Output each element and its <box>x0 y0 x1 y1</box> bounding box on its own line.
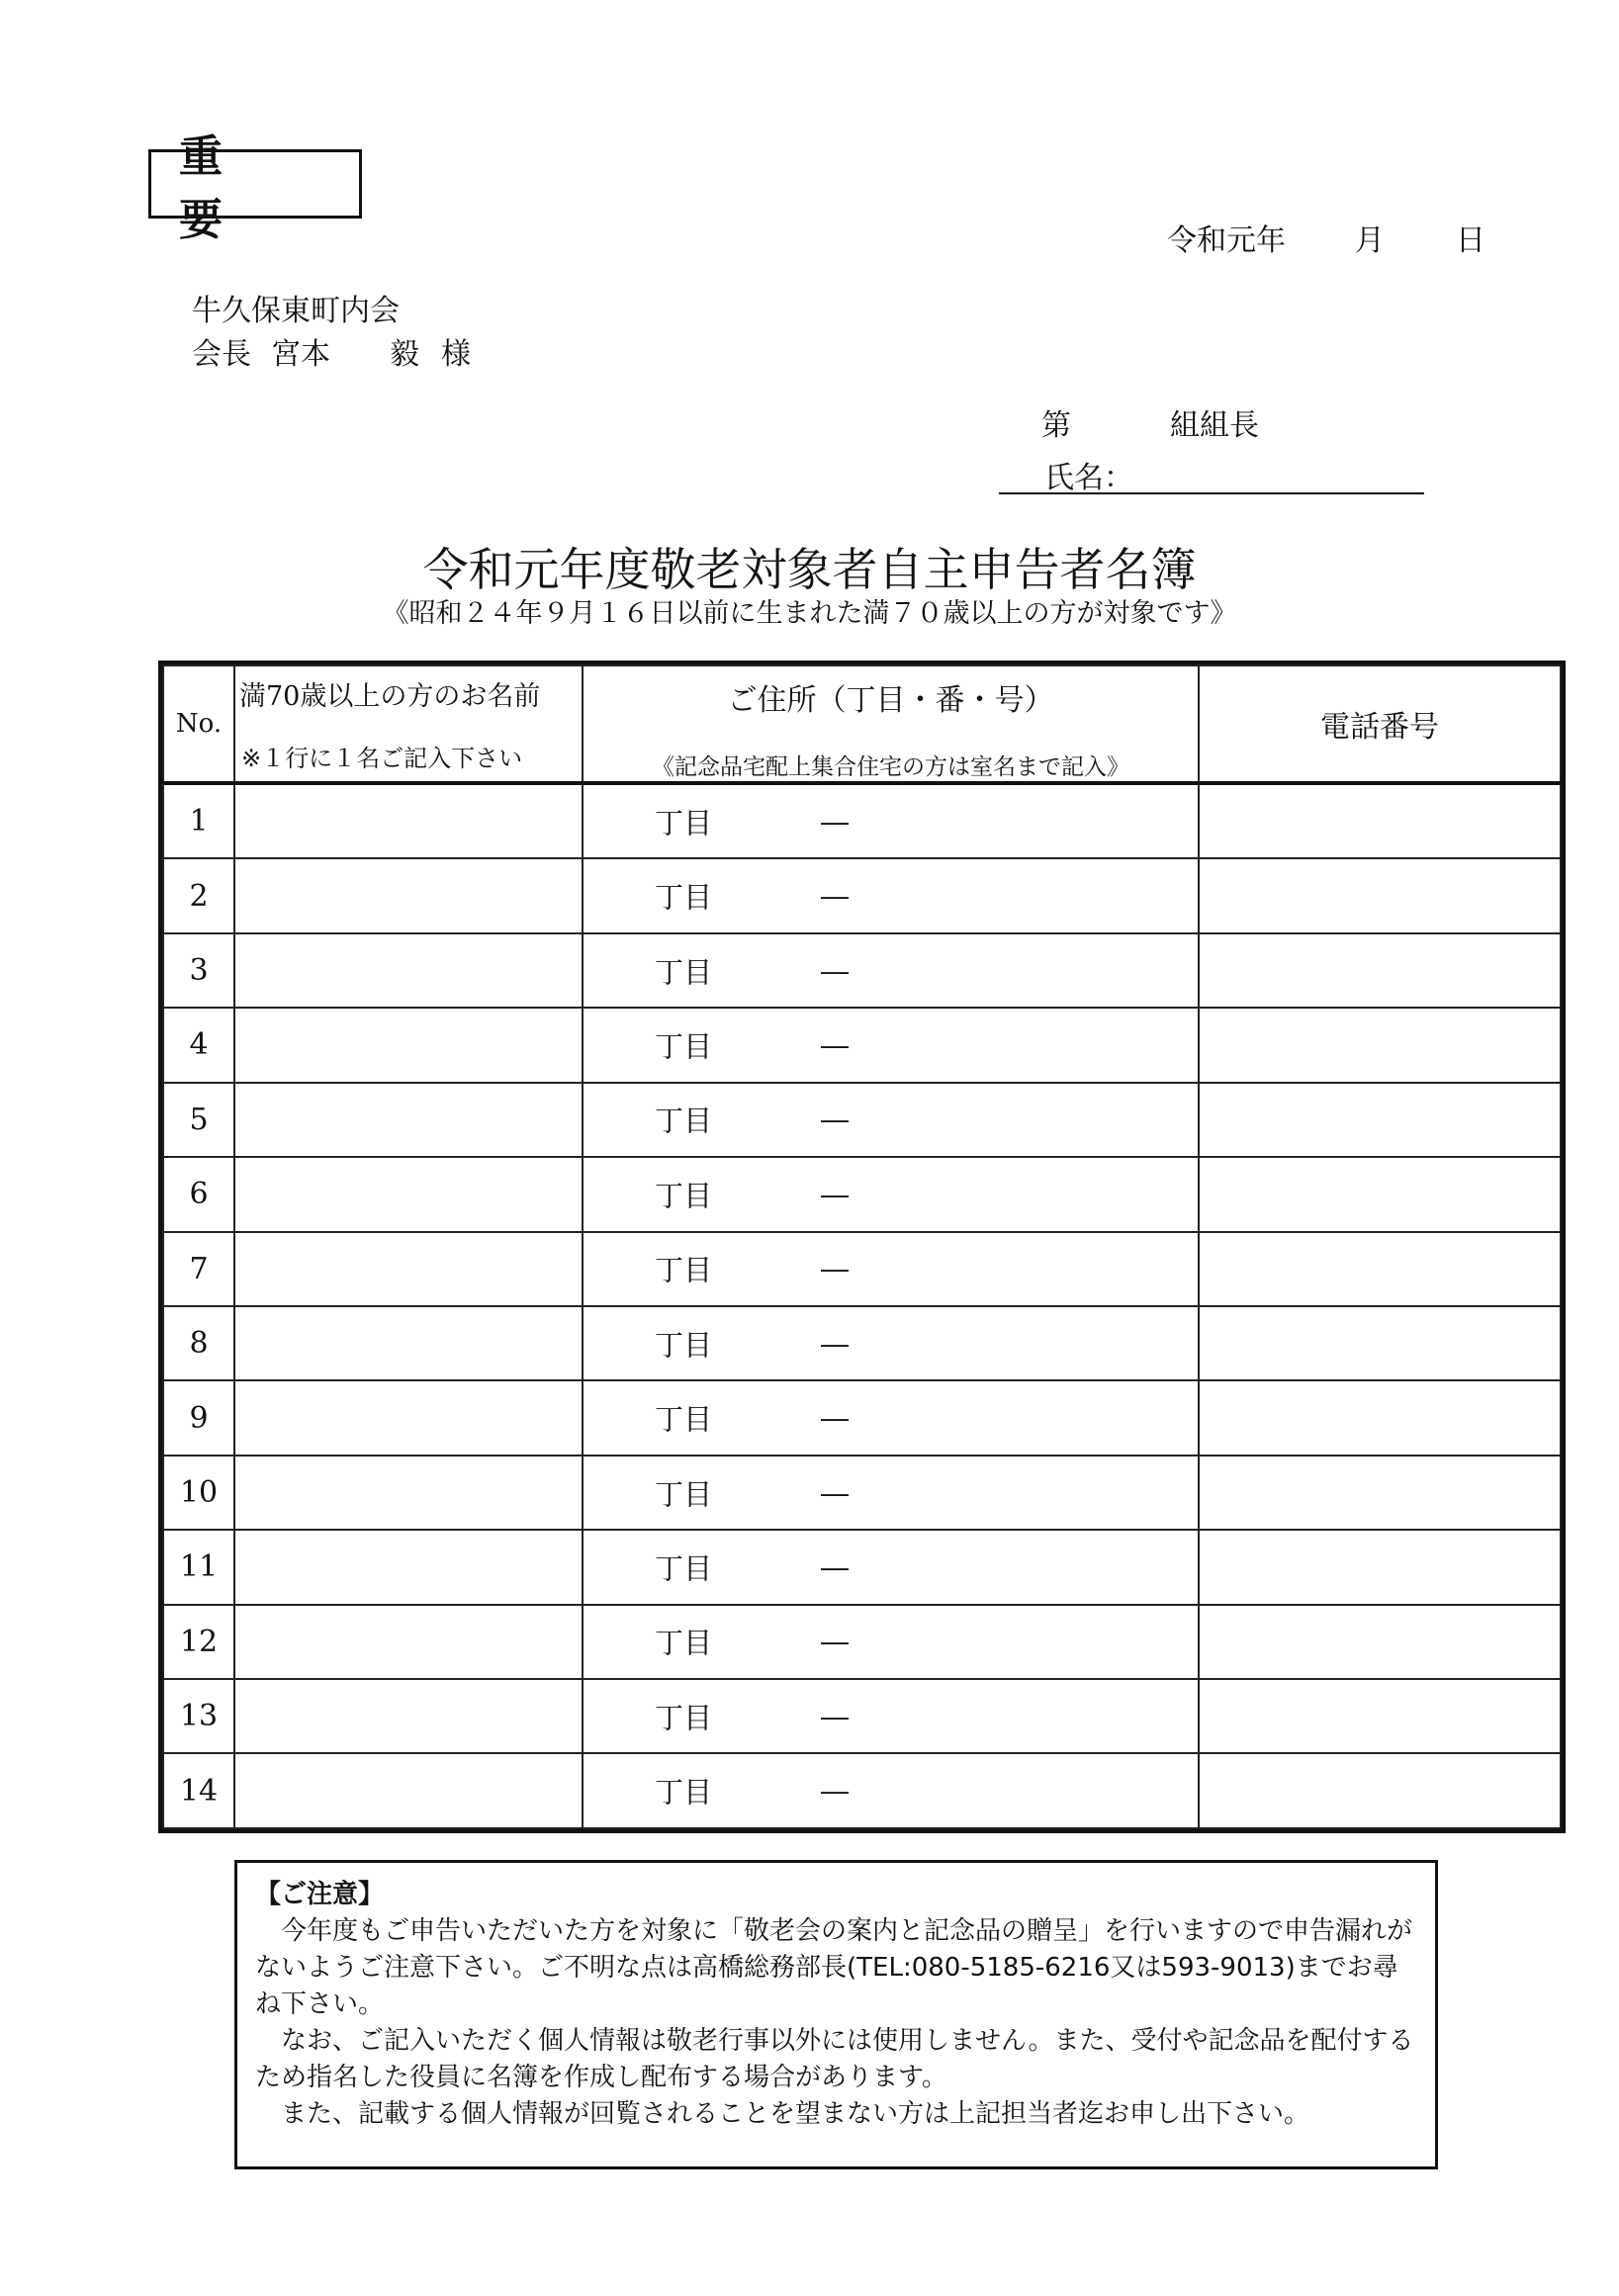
header-no: No. <box>163 665 234 783</box>
chome-label: 丁目 <box>655 806 713 840</box>
chome-label: 丁目 <box>655 1402 713 1437</box>
table-row <box>163 1232 1561 1306</box>
addressee-honorific: 様 <box>441 337 471 372</box>
address-cell[interactable] <box>583 783 1199 858</box>
address-dash: ― <box>821 1550 849 1584</box>
address-cell[interactable] <box>583 1232 1199 1306</box>
address-cell[interactable] <box>583 1679 1199 1753</box>
address-cell[interactable] <box>583 1083 1199 1157</box>
chome-label: 丁目 <box>655 1179 713 1213</box>
chome-label: 丁目 <box>655 1701 713 1735</box>
phone-cell[interactable] <box>1199 1605 1561 1679</box>
address-dash: ― <box>821 1028 849 1062</box>
row-number: 10 <box>163 1456 234 1530</box>
row-number: 4 <box>163 1008 234 1082</box>
table-row <box>163 1679 1561 1753</box>
addressee-family-name: 宮本 <box>271 337 330 372</box>
name-cell[interactable] <box>234 783 583 858</box>
name-cell[interactable] <box>234 1753 583 1828</box>
page-title: 令和元年度敬老対象者自主申告者名簿 <box>422 543 1197 596</box>
table-row <box>163 1157 1561 1231</box>
chome-label: 丁目 <box>655 955 713 990</box>
table-row <box>163 858 1561 932</box>
address-cell[interactable] <box>583 1008 1199 1082</box>
address-dash: ― <box>821 1625 849 1658</box>
date-month: 月 <box>1355 223 1385 258</box>
header-address-title: ご住所（丁目・番・号） <box>727 682 1054 718</box>
table-row <box>163 1530 1561 1604</box>
phone-cell[interactable] <box>1199 1530 1561 1604</box>
address-cell[interactable] <box>583 1306 1199 1380</box>
row-number: 9 <box>163 1380 234 1455</box>
chome-label: 丁目 <box>655 880 713 915</box>
phone-cell[interactable] <box>1199 1456 1561 1530</box>
addressee <box>192 290 471 377</box>
name-cell[interactable] <box>234 1232 583 1306</box>
row-number: 12 <box>163 1605 234 1679</box>
address-cell[interactable] <box>583 1380 1199 1455</box>
row-number: 2 <box>163 858 234 932</box>
header-phone: 電話番号 <box>1199 665 1561 783</box>
phone-cell[interactable] <box>1199 1008 1561 1082</box>
address-dash: ― <box>821 1178 849 1211</box>
address-dash: ― <box>821 805 849 839</box>
header-name <box>234 665 583 783</box>
table-header-row <box>163 665 1561 783</box>
address-dash: ― <box>821 1103 849 1136</box>
name-cell[interactable] <box>234 1679 583 1753</box>
table-row <box>163 1083 1561 1157</box>
chome-label: 丁目 <box>655 1551 713 1586</box>
name-cell[interactable] <box>234 1157 583 1231</box>
chome-label: 丁目 <box>655 1253 713 1287</box>
group-prefix: 第 <box>1041 408 1071 443</box>
leader-name-label: 氏名： <box>1044 461 1133 495</box>
notice-paragraph-1: 今年度もご申告いただいた方を対象に「敬老会の案内と記念品の贈呈」を行いますので申告漏れがないようご注意下さい。ご不明な点は高橋総務部長(TEL:080-5185-6216又は593-9013)までお尋ね下さい。 <box>255 1916 1413 2019</box>
important-label: 重 要 <box>148 149 362 219</box>
row-number: 7 <box>163 1232 234 1306</box>
phone-cell[interactable] <box>1199 1679 1561 1753</box>
date-day: 日 <box>1456 223 1485 258</box>
name-cell[interactable] <box>234 1456 583 1530</box>
table-row <box>163 1008 1561 1082</box>
chome-label: 丁目 <box>655 1029 713 1064</box>
row-number: 6 <box>163 1157 234 1231</box>
address-dash: ― <box>821 1401 849 1435</box>
notice-box <box>234 1860 1438 2169</box>
address-dash: ― <box>821 954 849 988</box>
notice-paragraph-3: また、記載する個人情報が回覧されることを望まない方は上記担当者迄お申し出下さい。 <box>255 2099 1310 2129</box>
chome-label: 丁目 <box>655 1328 713 1363</box>
name-cell[interactable] <box>234 1008 583 1082</box>
name-cell[interactable] <box>234 1380 583 1455</box>
address-cell[interactable] <box>583 1157 1199 1231</box>
row-number: 14 <box>163 1753 234 1828</box>
table-row <box>163 1306 1561 1380</box>
date-line <box>1167 216 1485 259</box>
notice-paragraph-2: なお、ご記入いただく個人情報は敬老行事以外には使用しません。また、受付や記念品を配付するため指名した役員に名簿を作成し配布する場合があります。 <box>255 2026 1414 2092</box>
notice-heading: 【ご注意】 <box>255 1880 385 1909</box>
name-cell[interactable] <box>234 1605 583 1679</box>
group-suffix: 組組長 <box>1170 408 1259 443</box>
page-subtitle: 《昭和２４年９月１６日以前に生まれた満７０歳以上の方が対象です》 <box>382 598 1237 629</box>
table-row <box>163 1456 1561 1530</box>
phone-cell[interactable] <box>1199 1753 1561 1828</box>
address-cell[interactable] <box>583 1605 1199 1679</box>
registry-table <box>158 661 1566 1833</box>
header-name-title: 満70歳以上の方のお名前 <box>239 681 541 712</box>
phone-cell[interactable] <box>1199 1232 1561 1306</box>
address-cell[interactable] <box>583 1753 1199 1828</box>
phone-cell[interactable] <box>1199 1380 1561 1455</box>
row-number: 13 <box>163 1679 234 1753</box>
row-number: 1 <box>163 783 234 858</box>
phone-cell[interactable] <box>1199 858 1561 932</box>
chome-label: 丁目 <box>655 1775 713 1810</box>
phone-cell[interactable] <box>1199 1306 1561 1380</box>
address-dash: ― <box>821 1252 849 1285</box>
row-number: 5 <box>163 1083 234 1157</box>
phone-cell[interactable] <box>1199 1157 1561 1231</box>
address-dash: ― <box>821 1700 849 1733</box>
table-row <box>163 1605 1561 1679</box>
address-dash: ― <box>821 1327 849 1361</box>
address-dash: ― <box>821 1476 849 1509</box>
phone-cell[interactable] <box>1199 933 1561 1008</box>
leader-name-field[interactable] <box>999 453 1424 494</box>
address-cell[interactable] <box>583 858 1199 932</box>
phone-cell[interactable] <box>1199 783 1561 858</box>
address-dash: ― <box>821 1774 849 1808</box>
table-row <box>163 1753 1561 1828</box>
table-row <box>163 1380 1561 1455</box>
header-address <box>583 665 1199 783</box>
address-dash: ― <box>821 879 849 913</box>
chome-label: 丁目 <box>655 1104 713 1138</box>
name-cell[interactable] <box>234 933 583 1008</box>
chome-label: 丁目 <box>655 1626 713 1660</box>
table-row <box>163 933 1561 1008</box>
name-cell[interactable] <box>234 858 583 932</box>
row-number: 3 <box>163 933 234 1008</box>
name-cell[interactable] <box>234 1530 583 1604</box>
name-cell[interactable] <box>234 1306 583 1380</box>
addressee-given-name: 毅 <box>390 337 419 372</box>
group-line <box>1041 400 1259 444</box>
address-cell[interactable] <box>583 933 1199 1008</box>
row-number: 11 <box>163 1530 234 1604</box>
addressee-org: 牛久保東町内会 <box>192 294 400 328</box>
name-cell[interactable] <box>234 1083 583 1157</box>
table-row <box>163 783 1561 858</box>
addressee-title: 会長 <box>192 337 251 372</box>
addressee-name-line <box>192 333 471 377</box>
phone-cell[interactable] <box>1199 1083 1561 1157</box>
header-address-note: 《記念品宅配上集合住宅の方は室名まで記入》 <box>652 753 1129 780</box>
address-cell[interactable] <box>583 1530 1199 1604</box>
date-era: 令和元年 <box>1167 223 1286 258</box>
row-number: 8 <box>163 1306 234 1380</box>
chome-label: 丁目 <box>655 1477 713 1511</box>
header-name-note: ※１行に１名ご記入下さい <box>241 745 523 772</box>
address-cell[interactable] <box>583 1456 1199 1530</box>
